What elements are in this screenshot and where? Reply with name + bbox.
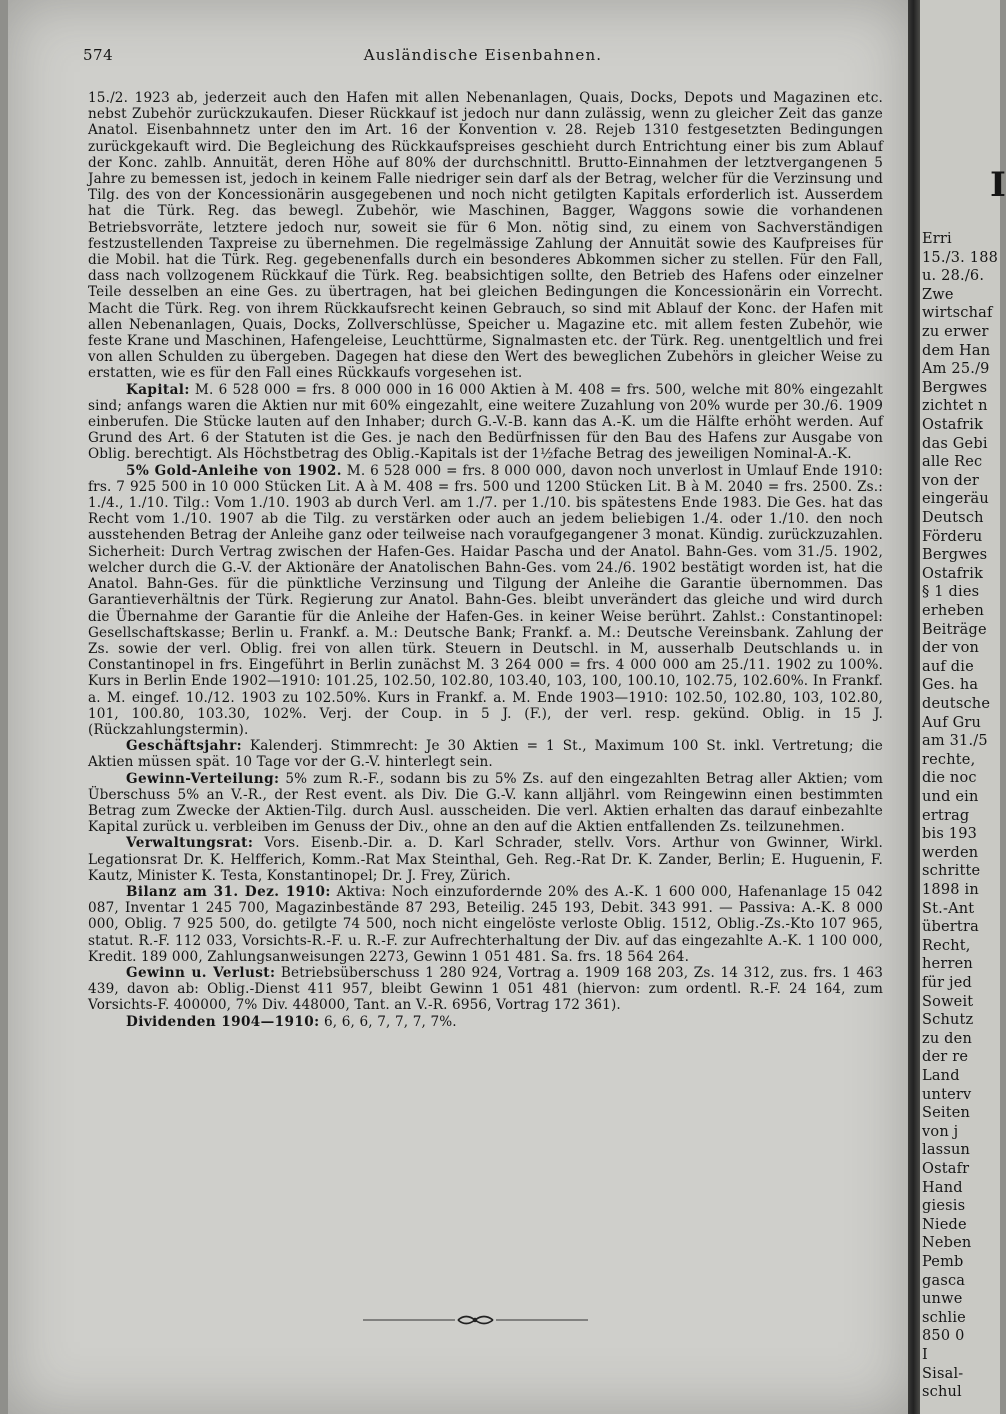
adjacent-page-line: zichtet n — [922, 398, 988, 415]
adjacent-page-line: die noc — [922, 770, 977, 787]
adjacent-page-line: Am 25./9 — [922, 361, 990, 378]
paragraph — [88, 463, 883, 738]
adjacent-page-line: unwe — [922, 1291, 963, 1308]
adjacent-page-line: der re — [922, 1049, 969, 1066]
paragraph — [88, 835, 883, 884]
adjacent-page-line: Niede — [922, 1216, 967, 1233]
adjacent-page-line: bis 193 — [922, 826, 978, 843]
adjacent-page-line: St.-Ant — [922, 900, 975, 917]
adjacent-page-line: am 31./5 — [922, 733, 988, 750]
adjacent-page-line: herren — [922, 956, 973, 973]
paragraph-label: Verwaltungsrat: — [126, 835, 254, 852]
adjacent-page-line: Auf Gru — [922, 714, 982, 731]
paragraph-label: Kapital: — [126, 381, 190, 398]
paragraph-label: 5% Gold-Anleihe von 1902. — [126, 462, 342, 479]
adjacent-page-line: von der — [922, 472, 980, 489]
paragraph-text: Vors. Eisenb.-Dir. a. D. Karl Schrader, stellv. Vors. Arthur von Gwinner, Wirkl. Legationsrat Dr. K. Helfferich, Komm.-Rat Max Steinthal, Geh. Reg.-Rat Dr. K. Zander, Berlin; E. Huguenin, F. Kautz, Minister K. Testa, Konstantinopel; Dr. J. Frey, Zürich. — [88, 835, 883, 884]
adjacent-page-line: gasca — [922, 1272, 966, 1289]
adjacent-page-line: Land — [922, 1068, 960, 1084]
page-number: 574 — [83, 46, 114, 64]
adjacent-page-line: deutsche — [922, 696, 991, 712]
adjacent-page-line: Ostafrik — [922, 417, 984, 433]
adjacent-page-line: Schutz — [922, 1012, 974, 1029]
paragraph-text: Kalenderj. Stimmrecht: Je 30 Aktien = 1 St., Maximum 100 St. inkl. Vertretung; die Aktien müssen spät. 10 Tage vor der G.-V. hinterlegt sein. — [88, 738, 883, 771]
running-title: Ausländische Eisenbahnen. — [363, 46, 603, 64]
page-header — [83, 46, 883, 68]
adjacent-page-line: zu erwer — [922, 324, 989, 340]
adjacent-page-line: von j — [922, 1123, 959, 1140]
adjacent-page-line: 850 0 — [922, 1328, 965, 1345]
adjacent-page-line: Beiträge — [922, 621, 987, 638]
paragraph-text: M. 6 528 000 = frs. 8 000 000 in 16 000 Aktien à M. 408 = frs. 500, welche mit 80% eingezahlt sind; anfangs waren die Aktien nur mit 60% eingezahlt, eine weitere Zuzahlung von 20% wurde per 30./6. 1909 einberufen. Die Stücke lauten auf den Inhaber; durch G.-V.-B. kann das A.-K. um die Hälfte erhöht werden. Auf Grund des Art. 6 der Statuten ist die Ges. je nach den Bedürfnissen für den Bau des Hafens zur Ausgabe von Oblig. berechtigt. Als Höchstbetrag des Oblig.-Kapitals ist der 1½fache Betrag des jeweiligen Nominal-A.-K. — [88, 381, 883, 463]
adjacent-page-line: Ostafrik — [922, 565, 984, 582]
adjacent-page-line: Recht, — [922, 937, 971, 954]
adjacent-page-line: für jed — [922, 975, 973, 991]
book-page — [8, 0, 910, 1414]
book-gutter — [908, 0, 920, 1414]
adjacent-page-line: Seiten — [922, 1105, 971, 1122]
paragraph-label: Geschäftsjahr: — [126, 738, 243, 755]
paragraph-text: 15./2. 1923 ab, jederzeit auch den Hafen mit allen Nebenanlagen, Quais, Docks, Depots und Magazinen etc. nebst Zubehör zurückzukaufen. Dieser Rückkauf ist jedoch nur dann zulässig, wenn zu gleicher Zeit das ganze Anatol. Eisenbahnnetz unter den im Art. 16 der Konvention v. 28. Rejeb 1310 festgesetzten Bedingungen zurückgekauft wird. Die Begleichung des Rückkaufspreises geschieht durch Entrichtung einer bis zum Ablauf der Konc. zahlb. Annuität, deren Höhe auf 80% der durchschnittl. Brutto-Einnahmen der letztvergangenen 5 Jahre zu bemessen ist, jedoch in keinem Falle niedriger sein darf als der Betrag, welcher für die Verzinsung und Tilg. des von der Koncessionärin ausgegebenen und noch nicht getilgten Kapitals erforderlich ist. Ausserdem hat die Türk. Reg. das bewegl. Zubehör, wie Maschinen, Bagger, Waggons sowie die vorhandenen Betriebsvorräte, letztere jedoch nur, soweit sie für 6 Mon. nötig sind, zu einem von Sachverständigen festzustellenden Taxpreise zu übernehmen. Die regelmässige Zahlung der Annuität sowie des Kaufpreises für die Mobil. hat die Türk. Reg. gegebenenfalls durch ein besonderes Abkommen sicher zu stellen. Für den Fall, dass nach vollzogenem Rückkauf die Türk. Reg. beabsichtigen sollte, den Betrieb des Hafens oder einzelner Teile desselben an eine Ges. zu übertragen, hat bei gleichen Bedingungen die Koncessionärin ein Vorrecht. Macht die Türk. Reg. von ihrem Rückkaufsrecht keinen Gebrauch, so sind mit Ablauf der Konc. der Hafen mit allen Nebenanlagen, Quais, Docks, Zollverschlüsse, Speicher u. Magazine etc. mit allem festen Zubehör, wie feste Krane und Maschinen, Hafengeleise, Leuchttürme, Signalmasten etc. der Türk. Reg. unentgeltlich und frei von allen Schulden zu übergeben. Dagegen hat diese den Wert des beweglichen Zubehörs in gleicher Weise zu erstatten, wie es für den Fall eines Rückkaufs vorgesehen ist. — [88, 90, 883, 382]
paragraph-text: M. 6 528 000 = frs. 8 000 000, davon noch unverlost in Umlauf Ende 1910: frs. 7 925 500 in 10 000 Stücken Lit. A à M. 408 = frs. 500 und 1200 Stücken Lit. B à M. 2040 = frs. 2500. Zs.: 1./4., 1./10. Tilg.: Vom 1./10. 1903 ab durch Verl. am 1./7. per 1./10. bis spätestens Ende 1983. Die Ges. hat das Recht vom 1./10. 1907 ab die Tilg. zu verstärken oder auch an jedem beliebigen 1./4. oder 1./10. den noch ausstehenden Betrag der Anleihe ganz oder teilweise nach voraufgegangener 3 monat. Kündig. zurückzuzahlen. Sicherheit: Durch Vertrag zwischen der Hafen-Ges. Haidar Pascha und der Anatol. Bahn-Ges. vom 31./5. 1902, welcher durch die G.-V. der Aktionäre der Anatolischen Bahn-Ges. vom 24./6. 1902 bestätigt worden ist, hat die Anatol. Bahn-Ges. für die pünktliche Verzinsung und Tilgung der Anleihe die Garantie übernommen. Das Garantieverhältnis der Türk. Regierung zur Anatol. Bahn-Ges. bleibt unverändert das gleiche und wird durch die Übernahme der Garantie für die Anleihe der Hafen-Ges. in keiner Weise berührt. Zahlst.: Constantinopel: Gesellschaftskasse; Berlin u. Frankf. a. M.: Deutsche Bank; Frankf. a. M.: Deutsche Vereinsbank. Zahlung der Zs. sowie der verl. Oblig. frei von allen türk. Steuern in Deutschl. in M, ausserhalb Deutschlands u. in Constantinopel in frs. Eingeführt in Berlin zunächst M. 3 264 000 = frs. 4 000 000 am 25./11. 1902 zu 100%. Kurs in Berlin Ende 1902—1910: 101.25, 102.50, 102.80, 103.40, 103, 100, 100.10, 102.75, 102.60%. In Frankf. a. M. eingef. 10./12. 1903 zu 102.50%. Kurs in Frankf. a. M. Ende 1903—1910: 102.50, 102.80, 103, 102.80, 101, 100.80, 103.30, 102%. Verj. der Coup. in 5 J. (F.), der verl. resp. gekünd. Oblig. in 15 J. (Rückzahlungstermin). — [88, 462, 883, 738]
adjacent-page-line: unterv — [922, 1086, 972, 1103]
paragraph — [88, 90, 883, 382]
paragraph — [88, 771, 883, 836]
adjacent-page-line: Zwe — [922, 286, 954, 303]
adjacent-page-line: das Gebi — [922, 435, 988, 452]
adjacent-page-line: Hand — [922, 1179, 963, 1196]
adjacent-page-line: erheben — [922, 603, 985, 619]
adjacent-page-line: zu den — [922, 1030, 972, 1047]
paragraph-text: Betriebsüberschuss 1 280 924, Vortrag a. 1909 168 203, Zs. 14 312, zus. frs. 1 463 439, davon ab: Oblig.-Dienst 411 957, bleibt Gewinn 1 051 481 (hiervon: zum ordentl. R.-F. 24 164, zum Vorsichts-F. 400000, 7% Div. 448000, Tant. an V.-R. 6956, Vortrag 172 361). — [88, 964, 883, 1014]
paragraph-label: Gewinn-Verteilung: — [126, 770, 280, 787]
adjacent-page-line: Ostafr — [922, 1161, 970, 1177]
adjacent-page-line: lassun — [922, 1142, 971, 1159]
adjacent-page-line: und ein — [922, 789, 979, 805]
adjacent-page-letter: I — [990, 165, 1006, 205]
adjacent-page-line: Bergwes — [922, 379, 988, 396]
adjacent-page-line: Pemb — [922, 1254, 964, 1270]
adjacent-page-line: u. 28./6. — [922, 268, 985, 285]
adjacent-page-line: rechte, — [922, 751, 976, 768]
adjacent-page-line: auf die — [922, 658, 974, 675]
adjacent-page-line: Bergwes — [922, 547, 988, 564]
paragraph-text: 5% zum R.-F., sodann bis zu 5% Zs. auf den eingezahlten Betrag aller Aktien; vom Überschuss 5% an V.-R., der Rest event. als Div. Die G.-V. kann alljährl. vom Reingewinn einen bestimmten Betrag zum Zwecke der Aktien-Tilg. durch Ausl. ausscheiden. Die verl. Aktien erhalten das darauf einbezahlte Kapital zurück u. verbleiben im Genuss der Div., ohne an den auf die Aktien entfallenden Zs. teilzunehmen. — [88, 770, 883, 836]
paragraph — [88, 738, 883, 770]
adjacent-page-line: schritte — [922, 863, 981, 880]
paragraph — [88, 965, 883, 1014]
adjacent-page-line: dem Han — [922, 342, 991, 359]
adjacent-page-line: giesis — [922, 1198, 966, 1215]
paragraph-label: Dividenden 1904—1910: — [126, 1013, 320, 1030]
adjacent-page-line: I — [922, 1347, 928, 1363]
adjacent-page-line: schlie — [922, 1309, 966, 1326]
paragraph-label: Bilanz am 31. Dez. 1910: — [126, 883, 331, 900]
adjacent-page-line: alle Rec — [922, 454, 983, 471]
paragraph — [88, 884, 883, 965]
adjacent-page-line: Sisal- — [922, 1365, 964, 1382]
adjacent-page-line: ertrag — [922, 807, 970, 824]
adjacent-page-line: Förderu — [922, 528, 983, 545]
adjacent-page-edge — [920, 0, 1006, 1414]
adjacent-page-line: schul — [922, 1384, 962, 1401]
adjacent-page-line: § 1 dies — [922, 584, 980, 601]
paragraph — [88, 382, 883, 463]
body-text — [88, 90, 883, 1030]
adjacent-page-line: Deutsch — [922, 510, 984, 526]
ornament-divider — [363, 1312, 588, 1328]
paragraph-text: Aktiva: Noch einzufordernde 20% des A.-K. 1 600 000, Hafenanlage 15 042 087, Inventar 1 245 700, Magazinbestände 87 293, Beteilig. 245 193, Debit. 343 991. — Passiva: A.-K. 8 000 000, Oblig. 7 925 500, do. getilgte 74 500, noch nicht eingelöste verloste Oblig. 1512, Oblig.-Zs.-Kto 107 965, statut. R.-F. 112 033, Vorsichts-R.-F. u. R.-F. zur Aufrechterhaltung der Div. auf das eingezahlte A.-K. 1 100 000, Kredit. 189 000, Zahlungsanweisungen 2273, Gewinn 1 051 481. Sa. frs. 18 564 264. — [88, 883, 883, 965]
adjacent-page-line: eingeräu — [922, 491, 989, 508]
adjacent-page-line: 15./3. 188 — [922, 249, 999, 266]
adjacent-page-line: werden — [922, 844, 979, 861]
adjacent-page-line: Soweit — [922, 993, 974, 1010]
adjacent-page-line: Neben — [922, 1235, 972, 1252]
adjacent-page-line: Ges. ha — [922, 677, 979, 694]
paragraph-label: Gewinn u. Verlust: — [126, 964, 276, 981]
adjacent-page-line: Erri — [922, 231, 952, 247]
adjacent-page-line: wirtschaf — [922, 305, 993, 322]
adjacent-page-line: übertra — [922, 919, 979, 936]
adjacent-page-line: der von — [922, 640, 980, 657]
adjacent-page-line: 1898 in — [922, 882, 979, 898]
paragraph-text: 6, 6, 6, 7, 7, 7, 7%. — [324, 1013, 457, 1030]
paragraph — [88, 1014, 883, 1030]
